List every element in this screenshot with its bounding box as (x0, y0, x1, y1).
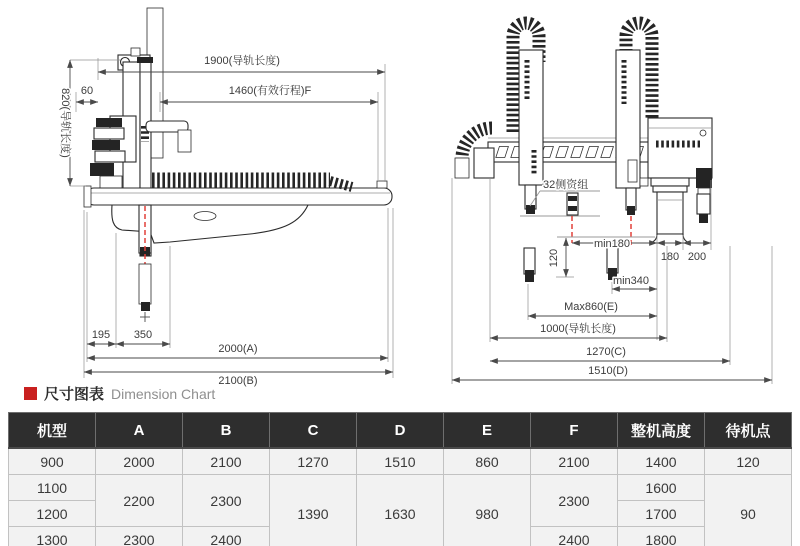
cell-E: 860 (444, 448, 531, 475)
cell-A: 2200 (96, 475, 183, 527)
cell-E: 980 (444, 475, 531, 546)
cell-height: 1700 (618, 501, 705, 527)
label-arm-group: 32侧资组 (543, 179, 589, 191)
dim-2000-A: 2000(A) (218, 343, 258, 355)
cell-C: 1390 (270, 475, 357, 546)
cell-A: 2300 (96, 527, 183, 546)
col-header-standby: 待机点 (705, 413, 792, 449)
cell-model: 1200 (9, 501, 96, 527)
section-title (24, 383, 215, 404)
dim-offset-60: 60 (80, 85, 94, 97)
dim-rail-top: 1900(导轨长度) (204, 55, 280, 67)
dim-195: 195 (91, 329, 111, 341)
red-square-bullet-icon (24, 387, 37, 400)
cell-D: 1510 (357, 448, 444, 475)
dimension-table-head (9, 413, 792, 449)
col-header-D: D (357, 413, 444, 449)
right-front-view-drawing (452, 23, 772, 384)
cell-model: 1300 (9, 527, 96, 546)
table-row-1100 (9, 475, 792, 501)
section-title-zh: 尺寸图表 (44, 386, 105, 403)
col-header-model: 机型 (9, 413, 96, 449)
left-side-view-drawing (59, 8, 393, 387)
section-title-en: Dimension Chart (111, 385, 216, 402)
col-header-E: E (444, 413, 531, 449)
cell-standby: 120 (705, 448, 792, 475)
col-header-B: B (183, 413, 270, 449)
cell-F: 2300 (531, 475, 618, 527)
col-header-height: 整机高度 (618, 413, 705, 449)
cell-D: 1630 (357, 475, 444, 546)
dim-1270-C: 1270(C) (586, 346, 626, 358)
dimension-table-body (9, 448, 792, 546)
col-header-F: F (531, 413, 618, 449)
dim-min340: min340 (612, 275, 650, 287)
dim-rail-side: 820(导轨长度) (59, 88, 71, 158)
cell-B: 2300 (183, 475, 270, 527)
cell-F: 2400 (531, 527, 618, 546)
cell-height: 1600 (618, 475, 705, 501)
table-row-900 (9, 448, 792, 475)
dimension-table (8, 412, 792, 546)
cell-model: 1100 (9, 475, 96, 501)
dim-350: 350 (133, 329, 153, 341)
cell-model: 900 (9, 448, 96, 475)
col-header-C: C (270, 413, 357, 449)
dim-1510-D: 1510(D) (588, 365, 628, 377)
cell-height: 1400 (618, 448, 705, 475)
col-header-A: A (96, 413, 183, 449)
cell-standby: 90 (705, 475, 792, 546)
dim-max860-E: Max860(E) (564, 301, 618, 313)
dim-180: 180 (660, 251, 680, 263)
dim-120: 120 (548, 248, 560, 268)
dim-1000-rail: 1000(导轨长度) (540, 323, 616, 335)
dim-min180: min180 (593, 238, 631, 250)
cell-B: 2400 (183, 527, 270, 546)
cell-B: 2100 (183, 448, 270, 475)
dim-effective-stroke: 1460(有效行程)F (228, 85, 312, 97)
dim-200: 200 (687, 251, 707, 263)
cell-height: 1800 (618, 527, 705, 546)
dim-2100-B: 2100(B) (218, 375, 258, 387)
cell-C: 1270 (270, 448, 357, 475)
cell-A: 2000 (96, 448, 183, 475)
cell-F: 2100 (531, 448, 618, 475)
